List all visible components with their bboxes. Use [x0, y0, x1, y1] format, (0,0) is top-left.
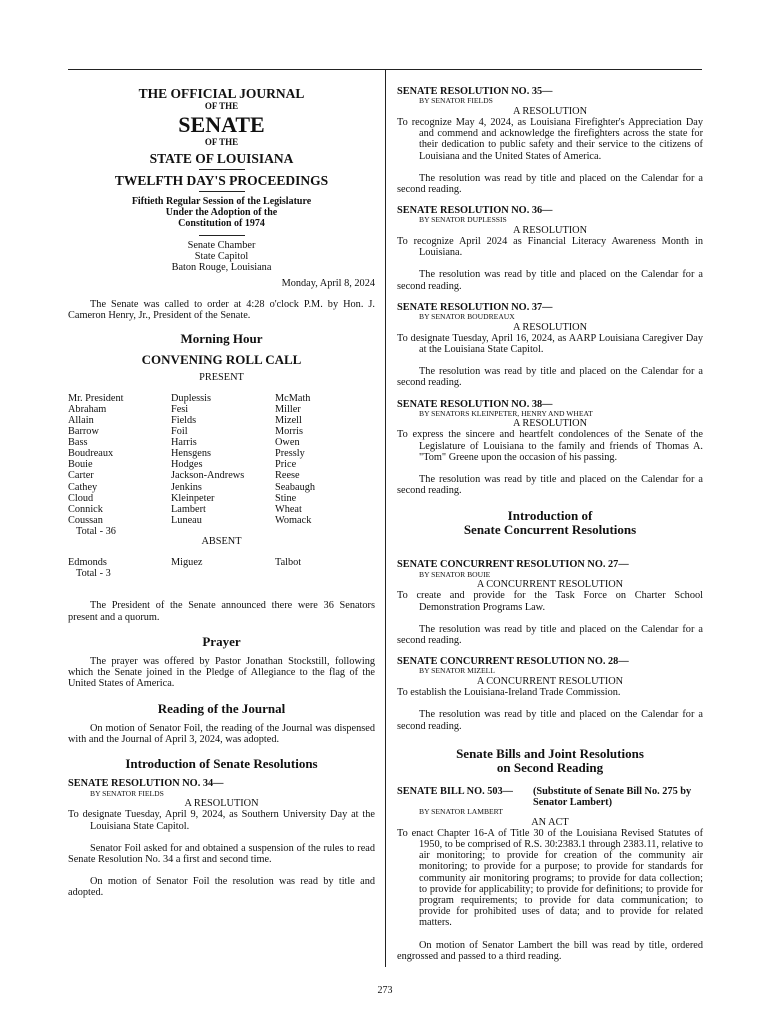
senator-name: Jackson-Andrews	[171, 470, 245, 482]
place-line-1: Senate Chamber	[187, 240, 256, 251]
morning-hour-heading: Morning Hour	[180, 331, 263, 347]
session-line-2: Under the Adoption of the	[165, 207, 278, 218]
page-number: 273	[377, 985, 393, 996]
sr34-adopted: On motion of Senator Foil the resolution was read by title and adopted.	[68, 876, 375, 899]
scr28-title: SENATE CONCURRENT RESOLUTION NO. 28—	[397, 656, 629, 668]
journal-title: THE OFFICIAL JOURNAL	[138, 86, 305, 101]
present-column-2	[171, 393, 275, 537]
scr28-sponsor: BY SENATOR MIZELL	[419, 666, 495, 676]
sr34-title: SENATE RESOLUTION NO. 34—	[68, 778, 224, 790]
sr34-suspension: Senator Foil asked for and obtained a suspension of the rules to read Senate Resolution No. 34 a first and second time.	[68, 842, 375, 865]
absent-list	[68, 557, 375, 579]
senator-name: Barrow	[68, 426, 99, 438]
sb503-note: On motion of Senator Lambert the bill was read by title, ordered engrossed and passed to a third reading.	[397, 939, 703, 962]
senator-name: Connick	[68, 503, 103, 515]
of-the-2: OF THE	[204, 137, 239, 147]
sr38-text: To express the sincere and heartfelt condolences of the Senate of the Legislature of Louisiana to the family and friends of Thomas A. "Tom" Greene upon the occasion of his passing.	[397, 429, 703, 463]
sr38-type: A RESOLUTION	[512, 418, 588, 430]
sb503-type: AN ACT	[531, 816, 569, 828]
sr35-title: SENATE RESOLUTION NO. 35—	[397, 86, 553, 97]
senator-name: Hensgens	[171, 448, 212, 460]
sr36-sponsor: BY SENATOR DUPLESSIS	[419, 215, 507, 225]
intro-resolutions-heading: Introduction of Senate Resolutions	[125, 756, 318, 772]
present-label: PRESENT	[199, 371, 244, 383]
state-title: STATE OF LOUISIANA	[149, 151, 294, 166]
senator-name: Bouie	[68, 459, 93, 471]
senator-name: Morris	[275, 426, 304, 438]
absent-label: ABSENT	[201, 536, 242, 548]
of-the-1: OF THE	[204, 101, 239, 111]
senator-name: Price	[275, 459, 297, 471]
sr34-type: A RESOLUTION	[184, 798, 259, 810]
present-total: Total - 36	[76, 525, 116, 537]
senator-name: Coussan	[68, 514, 103, 526]
intro-concurrent-heading-2: Senate Concurrent Resolutions	[463, 522, 637, 538]
session-line-1: Fiftieth Regular Session of the Legislature	[131, 196, 312, 207]
prayer-text: The prayer was offered by Pastor Jonathan Stockstill, following which the Senate joined in the Pledge of Allegiance to the flag of the United States of America.	[68, 656, 375, 690]
senate-title: SENATE	[178, 112, 265, 137]
sr37-text: To designate Tuesday, April 16, 2024, as AARP Louisiana Caregiver Day at the Louisiana State Capitol.	[397, 332, 703, 355]
senator-name: McMath	[275, 392, 311, 404]
senator-name: Bass	[68, 437, 88, 449]
absent-total: Total - 3	[76, 568, 111, 580]
sr37-sponsor: BY SENATOR BOUDREAUX	[419, 312, 515, 322]
sb503-title: SENATE BILL NO. 503—	[397, 785, 513, 797]
rule	[199, 191, 245, 192]
sr36-note: The resolution was read by title and placed on the Calendar for a second reading.	[397, 269, 703, 292]
sr35-text: To recognize May 4, 2024, as Louisiana Firefighter's Appreciation Day and commend and acknowledge the firefighters across the state for their dedication to public safety and their service to the citizens of Louisiana and the United States of America.	[397, 116, 703, 162]
sr35-note: The resolution was read by title and placed on the Calendar for a second reading.	[397, 172, 703, 195]
bills-heading-2: on Second Reading	[496, 759, 604, 775]
day-title: TWELFTH DAY'S PROCEEDINGS	[114, 173, 329, 188]
senator-name: Carter	[68, 470, 94, 482]
column-divider	[385, 70, 386, 967]
sb503-heading	[397, 786, 703, 808]
senator-name: Abraham	[68, 403, 107, 415]
scr28-type: A CONCURRENT RESOLUTION	[476, 675, 624, 687]
roll-call-heading: CONVENING ROLL CALL	[141, 352, 302, 368]
sr38-sponsor: BY SENATORS KLEINPETER, HENRY AND WHEAT	[419, 408, 593, 418]
place-line-3: Baton Rouge, Louisiana	[171, 262, 272, 274]
senator-name: Cathey	[68, 481, 98, 493]
scr27-title: SENATE CONCURRENT RESOLUTION NO. 27—	[397, 559, 629, 571]
senator-name: Seabaugh	[275, 481, 316, 493]
prayer-heading: Prayer	[202, 633, 241, 649]
present-list	[68, 393, 375, 537]
sr37-title: SENATE RESOLUTION NO. 37—	[397, 301, 553, 313]
senator-name: Stine	[275, 492, 297, 504]
senator-name: Boudreaux	[68, 448, 114, 460]
place-line-2: State Capitol	[194, 251, 249, 263]
scr27-note: The resolution was read by title and placed on the Calendar for a second reading.	[397, 623, 703, 646]
session-line-3: Constitution of 1974	[178, 218, 265, 229]
scr28-text: To establish the Louisiana-Ireland Trade Commission.	[397, 687, 621, 699]
senator-name: Fields	[171, 415, 197, 427]
scr28-note: The resolution was read by title and placed on the Calendar for a second reading.	[397, 709, 703, 732]
rule	[199, 169, 245, 170]
senator-name: Cloud	[68, 492, 94, 504]
senator-name: Mizell	[275, 415, 302, 427]
scr27-type: A CONCURRENT RESOLUTION	[476, 579, 624, 591]
sr34-text: To designate Tuesday, April 9, 2024, as Southern University Day at the Louisiana State Capitol.	[68, 809, 375, 832]
senator-name: Harris	[171, 437, 197, 449]
senator-name: Lambert	[171, 503, 206, 515]
sb503-text: To enact Chapter 16-A of Title 30 of the Louisiana Revised Statutes of 1950, to be comprised of R.S. 30:2383.1 through 2383.11, relative to air monitoring; to provide for creation of the community air monitoring; to provide for a purpose; to provide for standards for community air monitoring programs; to provide for data collection; to provide for applicability; to provide for definitions; to provide for program requirements; to provide for data communication; to provide for prohibited uses of data; and to provide for related matters.	[397, 827, 703, 929]
absent-column-1	[68, 557, 171, 579]
senator-name: Kleinpeter	[171, 492, 215, 504]
absent-column-2	[171, 557, 275, 579]
senator-name: Pressly	[275, 448, 305, 460]
sr35-sponsor: BY SENATOR FIELDS	[419, 96, 493, 106]
senator-name: Fesi	[171, 403, 189, 415]
senator-name: Talbot	[275, 557, 302, 569]
bills-heading-1: Senate Bills and Joint Resolutions	[456, 745, 644, 761]
senator-name: Miller	[275, 403, 301, 415]
sr34-sponsor: BY SENATOR FIELDS	[90, 788, 164, 798]
intro-concurrent-heading-1: Introduction of	[507, 508, 593, 524]
quorum-text: The President of the Senate announced there were 36 Senators present and a quorum.	[68, 600, 375, 623]
senator-name: Womack	[275, 514, 312, 526]
scr27-sponsor: BY SENATOR BOUIE	[419, 569, 491, 579]
journal-heading: Reading of the Journal	[157, 700, 286, 716]
rule	[199, 235, 245, 236]
session-date: Monday, April 8, 2024	[281, 277, 375, 289]
left-column	[68, 86, 375, 899]
absent-column-3	[275, 557, 375, 579]
sr35-type: A RESOLUTION	[512, 105, 588, 117]
senator-name: Hodges	[171, 459, 203, 471]
call-to-order: The Senate was called to order at 4:28 o'clock P.M. by Hon. J. Cameron Henry, Jr., President of the Senate.	[68, 298, 375, 322]
senator-name: Reese	[275, 470, 300, 482]
senator-name: Miguez	[171, 557, 203, 569]
present-column-1	[68, 393, 171, 537]
senator-name: Allain	[68, 415, 94, 427]
journal-text: On motion of Senator Foil, the reading of the Journal was dispensed with and the Journal of April 3, 2024, was adopted.	[68, 722, 375, 746]
scr27-text: To create and provide for the Task Force on Charter School Demonstration Programs Law.	[397, 590, 703, 613]
senator-name: Mr. President	[68, 392, 124, 404]
senator-name: Duplessis	[171, 392, 212, 404]
senator-name: Foil	[171, 426, 188, 438]
sr36-title: SENATE RESOLUTION NO. 36—	[397, 205, 553, 217]
sb503-substitute: (Substitute of Senate Bill No. 275 by Senator Lambert)	[533, 785, 692, 808]
senator-name: Edmonds	[68, 557, 107, 569]
sr37-note: The resolution was read by title and placed on the Calendar for a second reading.	[397, 366, 703, 389]
senator-name: Wheat	[275, 503, 302, 515]
sr36-type: A RESOLUTION	[512, 224, 588, 236]
sr38-title: SENATE RESOLUTION NO. 38—	[397, 398, 553, 410]
sr37-type: A RESOLUTION	[512, 321, 588, 333]
sb503-sponsor: BY SENATOR LAMBERT	[419, 807, 503, 817]
sr36-text: To recognize April 2024 as Financial Literacy Awareness Month in Louisiana.	[397, 236, 703, 259]
senator-name: Jenkins	[171, 481, 202, 493]
senator-name: Luneau	[171, 514, 202, 526]
senator-name: Owen	[275, 437, 300, 449]
present-column-3	[275, 393, 375, 537]
sr38-note: The resolution was read by title and placed on the Calendar for a second reading.	[397, 474, 703, 497]
right-column	[397, 86, 703, 962]
